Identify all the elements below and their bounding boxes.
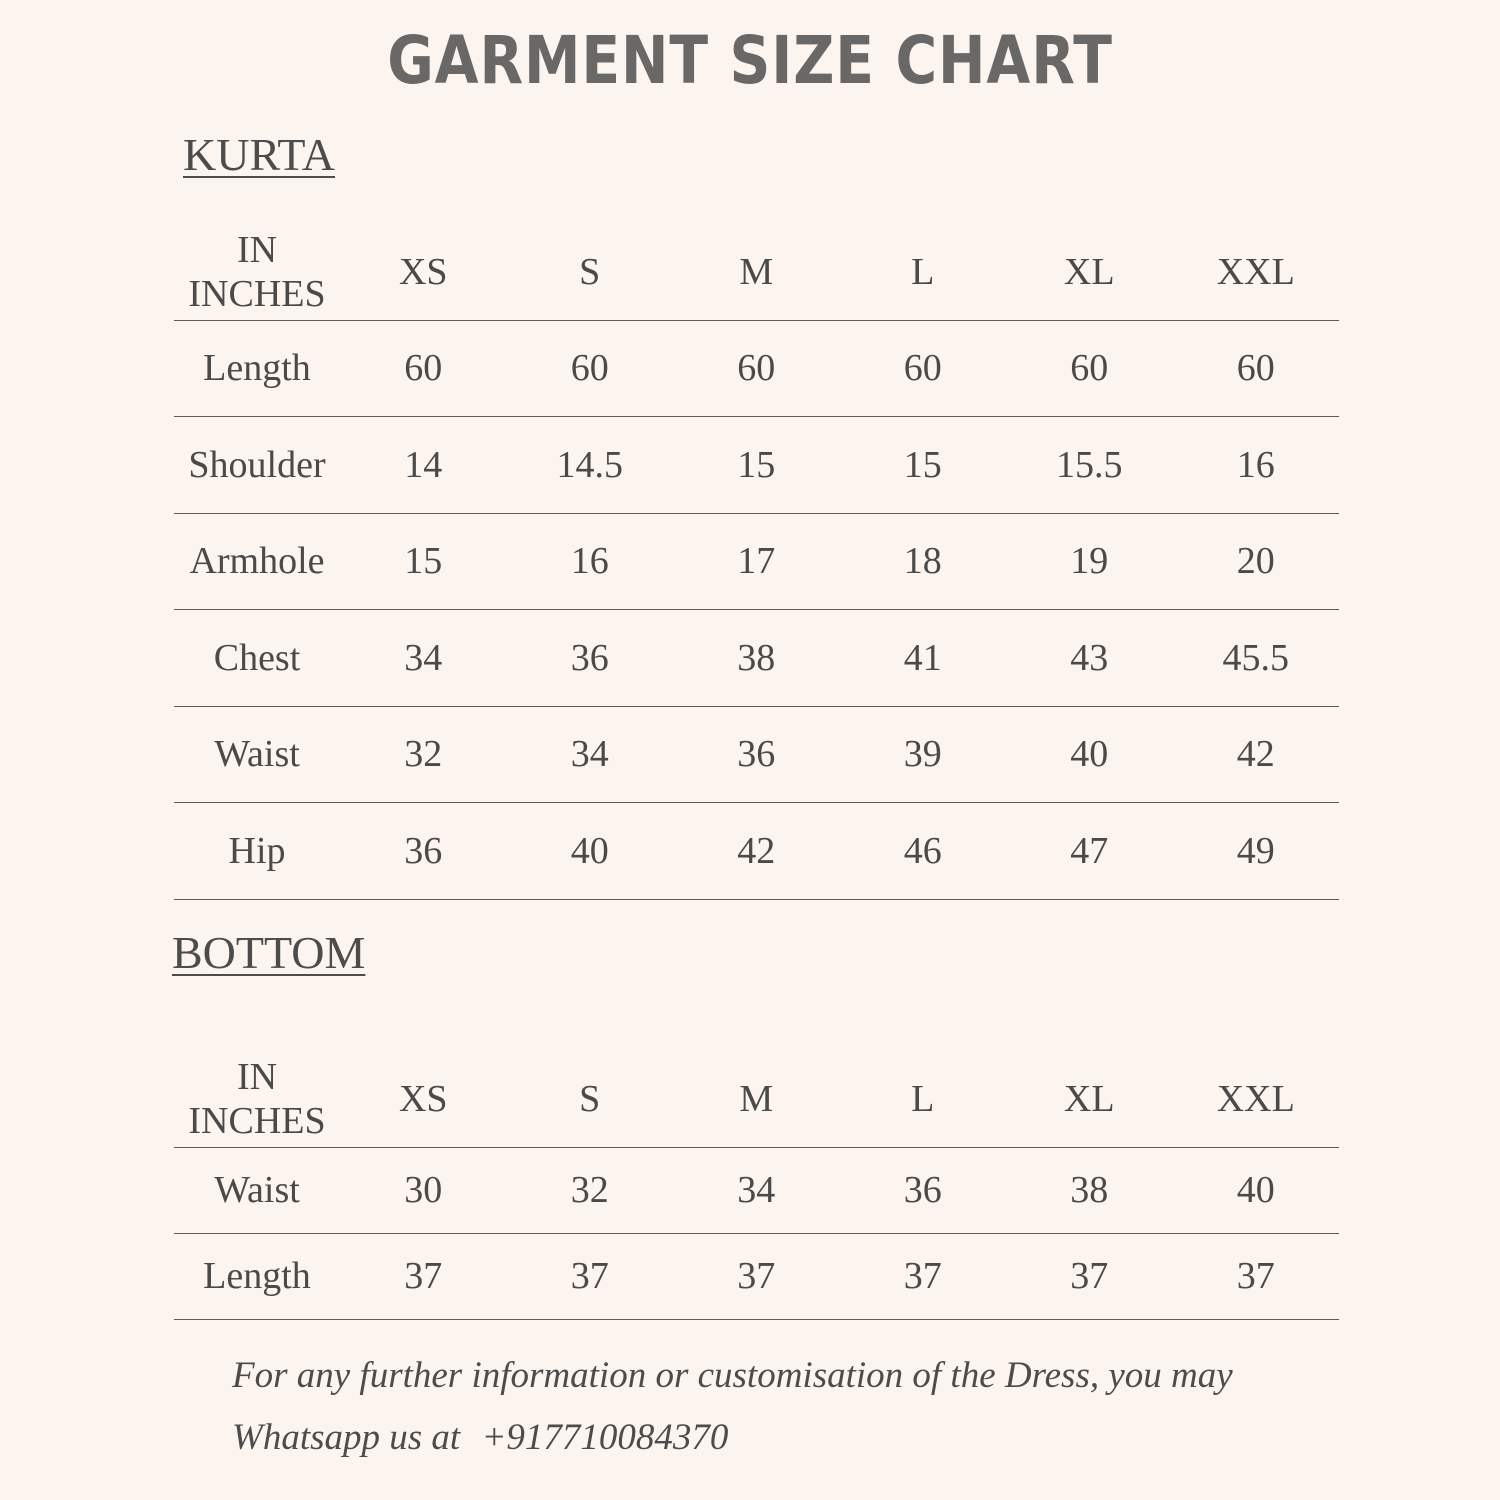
table-header-row xyxy=(174,1054,1339,1147)
table-cell: 37 xyxy=(840,1233,1007,1319)
bottom-section-title: BOTTOM xyxy=(172,927,366,978)
table-cell: 60 xyxy=(1006,320,1173,417)
table-cell: 18 xyxy=(840,513,1007,610)
table-cell: 36 xyxy=(840,1147,1007,1233)
size-header-m: M xyxy=(673,1054,840,1147)
row-label: Armhole xyxy=(174,513,340,610)
size-header-xs: XS xyxy=(340,224,507,320)
table-cell: 41 xyxy=(840,610,1007,707)
table-cell: 36 xyxy=(507,610,674,707)
table-cell: 46 xyxy=(840,803,1007,900)
table-row xyxy=(174,513,1339,610)
table-cell: 32 xyxy=(340,706,507,803)
table-cell: 34 xyxy=(340,610,507,707)
kurta-size-table xyxy=(174,224,1339,900)
size-header-xxl: XXL xyxy=(1173,224,1340,320)
table-cell: 20 xyxy=(1173,513,1340,610)
table-cell: 15 xyxy=(673,417,840,514)
page-title: GARMENT SIZE CHART xyxy=(387,22,1113,99)
table-cell: 34 xyxy=(673,1147,840,1233)
footer-note-line-2 xyxy=(232,1416,1332,1459)
whatsapp-phone-number: +917710084370 xyxy=(481,1417,729,1458)
unit-header-line-1: IN xyxy=(236,1055,278,1098)
table-cell: 47 xyxy=(1006,803,1173,900)
table-row xyxy=(174,803,1339,900)
table-cell: 16 xyxy=(507,513,674,610)
table-cell: 34 xyxy=(507,706,674,803)
table-cell: 42 xyxy=(673,803,840,900)
table-cell: 15 xyxy=(340,513,507,610)
table-cell: 37 xyxy=(340,1233,507,1319)
table-cell: 37 xyxy=(1006,1233,1173,1319)
table-cell: 32 xyxy=(507,1147,674,1233)
table-cell: 60 xyxy=(1173,320,1340,417)
size-header-s: S xyxy=(507,1054,674,1147)
unit-header-line-1: IN xyxy=(236,228,278,271)
kurta-section-title: KURTA xyxy=(183,129,335,180)
table-row xyxy=(174,1147,1339,1233)
table-cell: 60 xyxy=(507,320,674,417)
row-label: Length xyxy=(174,1233,340,1319)
row-label: Chest xyxy=(174,610,340,707)
row-label: Waist xyxy=(174,1147,340,1233)
size-header-xxl: XXL xyxy=(1173,1054,1340,1147)
row-label: Hip xyxy=(174,803,340,900)
table-cell: 45.5 xyxy=(1173,610,1340,707)
table-cell: 37 xyxy=(1173,1233,1340,1319)
table-row xyxy=(174,1233,1339,1319)
table-cell: 42 xyxy=(1173,706,1340,803)
table-cell: 37 xyxy=(673,1233,840,1319)
table-cell: 39 xyxy=(840,706,1007,803)
table-cell: 30 xyxy=(340,1147,507,1233)
table-cell: 36 xyxy=(673,706,840,803)
row-label: Waist xyxy=(174,706,340,803)
table-row xyxy=(174,706,1339,803)
size-header-xs: XS xyxy=(340,1054,507,1147)
table-cell: 17 xyxy=(673,513,840,610)
table-cell: 16 xyxy=(1173,417,1340,514)
table-cell: 15 xyxy=(840,417,1007,514)
row-label: Shoulder xyxy=(174,417,340,514)
table-cell: 37 xyxy=(507,1233,674,1319)
footer-note-line-1: For any further information or customisation of the Dress, you may xyxy=(232,1355,1233,1396)
size-header-l: L xyxy=(840,224,1007,320)
size-header-xl: XL xyxy=(1006,224,1173,320)
table-cell: 40 xyxy=(507,803,674,900)
table-cell: 60 xyxy=(840,320,1007,417)
table-cell: 14.5 xyxy=(507,417,674,514)
unit-header xyxy=(174,1054,340,1147)
size-header-xl: XL xyxy=(1006,1054,1173,1147)
size-header-s: S xyxy=(507,224,674,320)
table-row xyxy=(174,320,1339,417)
table-cell: 19 xyxy=(1006,513,1173,610)
table-cell: 40 xyxy=(1173,1147,1340,1233)
table-header-row xyxy=(174,224,1339,320)
table-cell: 40 xyxy=(1006,706,1173,803)
table-cell: 15.5 xyxy=(1006,417,1173,514)
table-cell: 36 xyxy=(340,803,507,900)
footer-whatsapp-label: Whatsapp us at xyxy=(232,1417,461,1458)
table-cell: 38 xyxy=(1006,1147,1173,1233)
size-header-l: L xyxy=(840,1054,1007,1147)
row-label: Length xyxy=(174,320,340,417)
size-header-m: M xyxy=(673,224,840,320)
unit-header-line-2: INCHES xyxy=(188,1099,326,1142)
table-cell: 43 xyxy=(1006,610,1173,707)
table-row xyxy=(174,417,1339,514)
table-cell: 38 xyxy=(673,610,840,707)
table-cell: 60 xyxy=(340,320,507,417)
table-cell: 49 xyxy=(1173,803,1340,900)
unit-header xyxy=(174,224,340,320)
table-row xyxy=(174,610,1339,707)
unit-header-line-2: INCHES xyxy=(188,272,326,315)
table-cell: 14 xyxy=(340,417,507,514)
bottom-size-table xyxy=(174,1054,1339,1320)
table-cell: 60 xyxy=(673,320,840,417)
